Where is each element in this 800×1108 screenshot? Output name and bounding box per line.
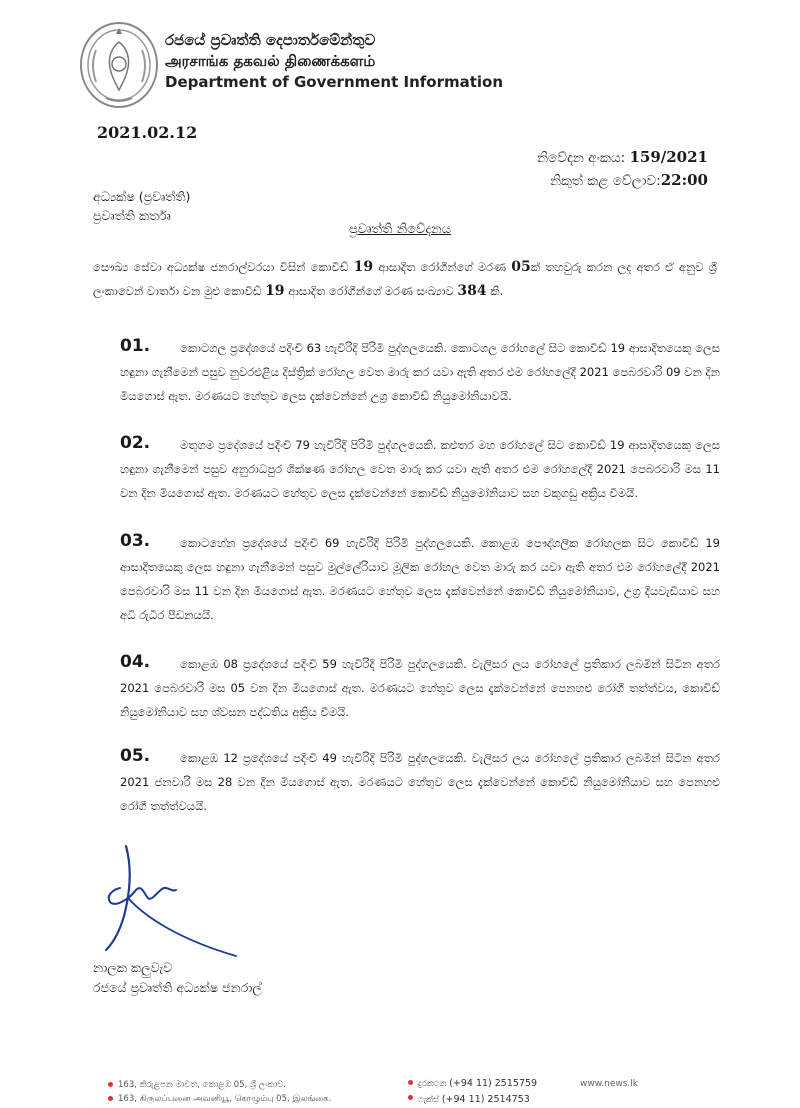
list-item [120,336,720,408]
signer-title: රජයේ ප්‍රවෘත්ති අධ්‍යක්ෂ ජනරාල් [93,980,262,995]
footer-contacts [418,1076,537,1108]
signer-block [93,958,262,998]
release-time-label: නිකුත් කළ වේලාව: [550,173,661,189]
list-item [120,652,720,724]
list-item [120,433,720,505]
intro-number-3: 19 [265,283,285,299]
addressee [93,187,190,225]
item-number: 02. [120,433,151,453]
item-number: 04. [120,652,151,672]
intro-paragraph [93,255,717,303]
intro-text-5: කි. [486,284,504,298]
intro-text-2: ආසාදිත රෝගීන්ගේ මරණ [373,260,512,274]
footer-address-sinhala: 163, කිරුළපන මාවත, කොළඹ 05, ශ්‍රී ලංකාව. [118,1080,286,1090]
item-text: කොටහේන ප්‍රදේශයේ පදිංචි 69 හැවිරිදි පිරිමි පුද්ගලයෙකි. කොළඹ පෞද්ගලික රෝහලක සිට කොවිඩ් 19 ආසාදිතයෙකු ලෙස හඳුනා ගැනීමෙන් පසුව මුල්ලේරියාව මූලික රෝහල වෙත මාරු කර යවා ඇති අතර එම රෝහලේදී 2021 පෙබරවාරි මස 11 වන දින මියගොස් ඇත. මරණයට හේතුව ලෙස දැක්වෙන්නේ කොවිඩ් නියුමෝනියාව, උග්‍ර දියවැඩියාව සහ අධි රුධිර පීඩනයයි. [120,536,720,622]
release-time-line [537,169,708,192]
release-number-label: නිවේදන අංකය: [537,150,626,166]
item-number: 05. [120,746,151,766]
item-text: කොළඹ 12 ප්‍රදේශයේ පදිංචි 49 හැවිරිදි පිරිමි පුද්ගලයෙකි. වැලිසර ලය රෝහලේ ප්‍රතිකාර ලබමින් සිටින අතර 2021 ජනවාරි මස 28 වන දින මියගොස් ඇත. මරණයට හේතුව ලෙස දැක්වෙන්නේ කොවිඩ් නියුමෝනියාව සහ පෙනහළු රෝගී තත්ත්වයයි. [120,751,720,813]
footer-address [118,1078,331,1106]
intro-text-4: ආසාදිත රෝගීන්ගේ මරණ සංඛ්‍යාව [284,284,458,298]
item-number: 01. [120,336,151,356]
document-title: ප්‍රවෘත්ති නිවේදනය [348,222,452,237]
fax-number: (+94 11) 2514753 [441,1094,530,1105]
intro-number-4: 384 [457,283,487,299]
fax-icon [408,1095,413,1100]
item-number: 03. [120,531,151,551]
release-number-line [537,146,708,169]
department-name-english: Department of Government Information [165,73,504,91]
department-name-tamil: அரசாங்க தகவல் திணைக்களம் [165,52,376,70]
bullet-icon [108,1096,113,1101]
signature [86,838,256,958]
intro-number-1: 19 [353,259,374,275]
release-meta [537,146,708,192]
fax-label: ෆැක්ස් [418,1095,440,1105]
tel-label: දුරකථන [418,1079,447,1089]
release-time: 22:00 [660,171,708,189]
document-date: 2021.02.12 [97,123,198,142]
list-item [120,746,720,818]
signer-name: නාලක කලුවැව [93,960,173,975]
bullet-icon [108,1082,113,1087]
footer-website: www.news.lk [580,1079,638,1089]
intro-text-1: සෞඛ්‍ය සේවා අධ්‍යක්ෂ ජනරාල්වරයා විසින් කොවිඩ් [93,260,354,274]
addressee-line-2: ප්‍රවෘත්ති කර්තෘ [93,208,171,223]
intro-number-2: 05 [511,259,531,275]
intro-text-3: ක් තහවුරු කරන ලද අතර ඒ අනුව ශ්‍රී ලංකාවෙන් වාර්තා වන මුළු කොවිඩ් [93,260,717,298]
department-name-sinhala: රජයේ ප්‍රවෘත්ති දෙපාර්තමේන්තුව [165,31,376,49]
item-text: කොළඹ 08 ප්‍රදේශයේ පදිංචි 59 හැවිරිදි පිරිමි පුද්ගලයෙකි. වැලිසර ලය රෝහලේ ප්‍රතිකාර ලබමින් සිටින අතර 2021 පෙබරවාරි මස 05 වන දින මියගොස් ඇත. මරණයට හේතුව ලෙස දැක්වෙන්නේ පෙනහළු රෝගී තත්ත්වය, කොවිඩ් නියුමෝනියාව සහ ශ්වසන පද්ධතිය අක්‍රිය වීමයි. [120,657,720,719]
item-text: කොටගල ප්‍රදේශයේ පදිංචි 63 හැවිරිදි පිරිමි පුද්ගලයෙකි. කොටගල රෝහලේ සිට කොවිඩ් 19 ආසාදිතයෙකු ලෙස හඳුනා ගැනීමෙන් පසුව නුවරඑළිය දිස්ත්‍රික් රෝහල වෙත මාරු කර යවා ඇති අතර එම රෝහලේදී 2021 පෙබරවාරි 09 වන දින මියගොස් ඇත. මරණයට හේතුව ලෙස දැක්වෙන්නේ උග්‍ර කොවිඩ් නියුමෝනියාවයි. [120,341,720,403]
phone-icon [408,1080,413,1085]
item-text: මතුගම ප්‍රදේශයේ පදිංචි 79 හැවිරිදි පිරිමි පුද්ගලයෙකි. කළුතර මහ රෝහලේ සිට කොවිඩ් 19 ආසාදිතයෙකු ලෙස හඳුනා ගැනීමෙන් පසුව අනුරාධපුර ශික්ෂණ රෝහල වෙත මාරු කර යවා ඇති අතර එම රෝහලේදී 2021 පෙබරවාරි මස 11 වන දින මියගොස් ඇත. මරණයට හේතුව ලෙස දැක්වෙන්නේ කොවිඩ් නියුමෝනියාව සහ වකුගඩු අක්‍රිය වීමයි. [120,438,720,500]
tel-number: (+94 11) 2515759 [449,1078,538,1089]
department-header [165,30,503,93]
footer [0,1070,800,1108]
release-number: 159/2021 [629,148,708,166]
footer-address-tamil: 163, கிருலப்பனை அவனியூ, கொழும்பு 05, இலங்கை. [118,1094,332,1104]
emblem-logo [78,20,160,110]
list-item [120,531,720,627]
addressee-line-1: අධ්‍යක්ෂ (ප්‍රවෘත්ති) [93,189,191,204]
